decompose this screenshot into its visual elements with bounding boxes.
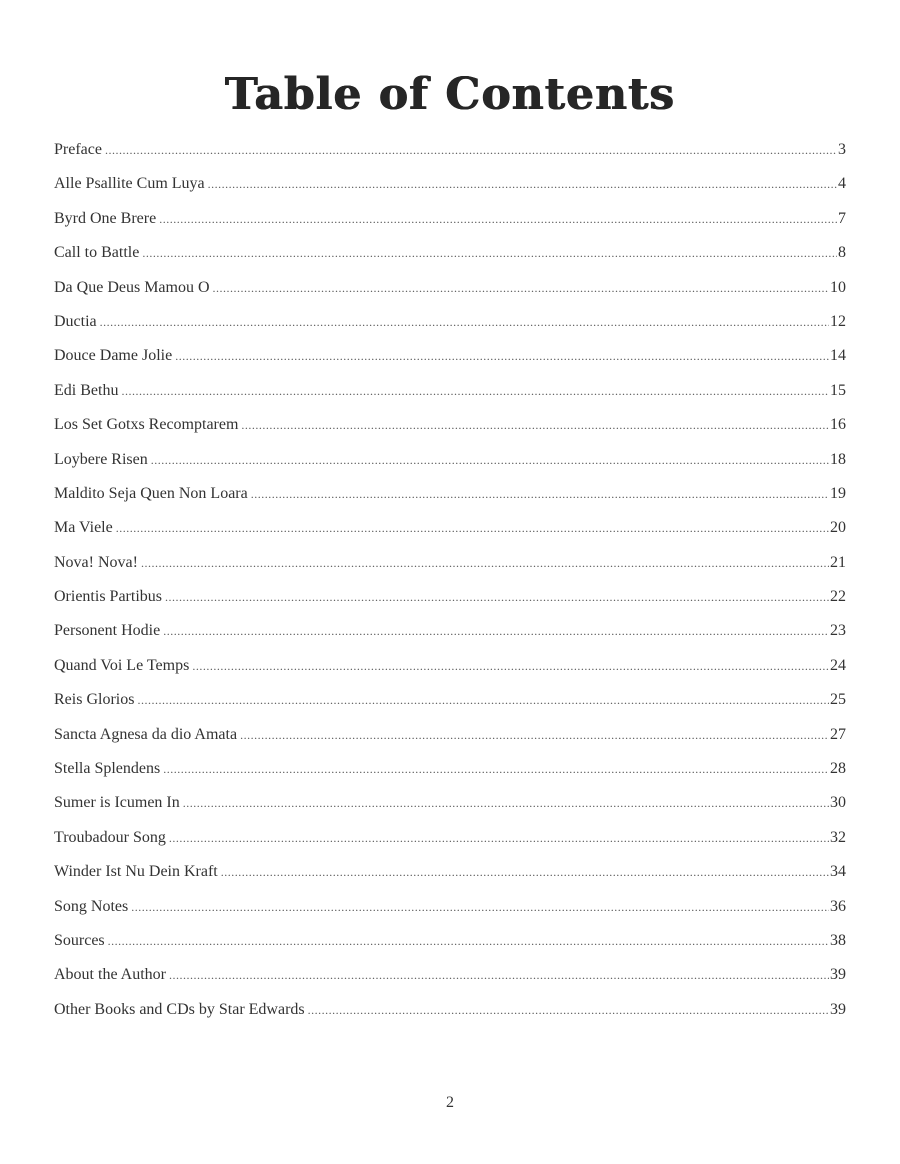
toc-leader-dots [116,516,829,540]
toc-entry-page: 28 [830,760,846,778]
toc-entry [54,276,846,310]
toc-leader-dots [192,654,829,678]
toc-leader-dots [163,757,829,781]
toc-entry-title: Other Books and CDs by Star Edwards [54,1000,305,1018]
toc-entry-page: 8 [838,244,846,262]
toc-entry-page: 16 [830,416,846,434]
toc-entry-title: Byrd One Brere [54,209,157,227]
toc-leader-dots [213,276,829,300]
toc-entry [54,379,846,413]
toc-entry-title: Da Que Deus Mamou O [54,278,210,296]
toc-leader-dots [208,172,837,196]
toc-leader-dots [142,241,837,265]
toc-entry [54,791,846,825]
toc-leader-dots [165,585,829,609]
toc-leader-dots [137,688,829,712]
toc-entry-page: 3 [838,141,846,158]
toc-leader-dots [240,723,829,747]
toc-entry-title: Call to Battle [54,244,140,262]
toc-leader-dots [251,482,829,506]
toc-leader-dots [221,860,829,884]
toc-entry-title: Nova! Nova! [54,553,138,571]
toc-leader-dots [308,998,829,1022]
toc-entry-page: 7 [838,209,846,227]
toc-entry [54,826,846,860]
toc-entry-page: 34 [830,863,846,881]
toc-entry [54,585,846,619]
toc-leader-dots [151,448,829,472]
toc-entry-title: Personent Hodie [54,622,161,640]
toc-entry [54,963,846,997]
toc-entry-page: 12 [830,312,846,330]
toc-entry [54,516,846,550]
table-of-contents [54,138,846,1032]
toc-entry-title: Douce Dame Jolie [54,347,173,365]
toc-entry-title: Orientis Partibus [54,588,162,606]
toc-entry [54,688,846,722]
toc-entry-page: 39 [830,1000,846,1018]
toc-entry [54,448,846,482]
toc-entry-title: Reis Glorios [54,691,135,709]
toc-entry-title: Winder Ist Nu Dein Kraft [54,863,218,881]
toc-entry-title: Stella Splendens [54,760,161,778]
toc-entry-title: Quand Voi Le Temps [54,656,190,674]
toc-entry-page: 38 [830,931,846,949]
toc-entry-page: 24 [830,656,846,674]
toc-leader-dots [241,413,829,437]
toc-entry-page: 39 [830,966,846,984]
toc-entry [54,138,846,172]
toc-entry-title: Preface [54,141,102,158]
toc-entry-page: 20 [830,519,846,537]
toc-entry-page: 23 [830,622,846,640]
toc-leader-dots [159,207,837,231]
toc-entry [54,619,846,653]
toc-entry [54,207,846,241]
toc-entry-title: Alle Psallite Cum Luya [54,175,205,193]
toc-entry [54,895,846,929]
toc-entry-title: Song Notes [54,897,129,915]
toc-entry [54,310,846,344]
toc-leader-dots [175,344,829,368]
toc-entry-title: Ductia [54,312,97,330]
toc-leader-dots [169,826,829,850]
toc-entry-page: 15 [830,381,846,399]
toc-entry-title: Los Set Gotxs Recomptarem [54,416,239,434]
toc-entry [54,929,846,963]
toc-leader-dots [131,895,829,919]
toc-leader-dots [163,619,829,643]
toc-entry-title: Ma Viele [54,519,113,537]
toc-entry [54,344,846,378]
toc-entry [54,723,846,757]
toc-entry-title: Maldito Seja Quen Non Loara [54,484,248,502]
toc-entry-title: Sancta Agnesa da dio Amata [54,725,238,743]
toc-entry-page: 36 [830,897,846,915]
toc-entry-title: Loybere Risen [54,450,148,468]
toc-entry-title: Sources [54,931,105,949]
toc-leader-dots [183,791,829,815]
toc-entry-page: 30 [830,794,846,812]
toc-entry-page: 22 [830,588,846,606]
toc-entry-title: About the Author [54,966,166,984]
toc-entry-page: 25 [830,691,846,709]
toc-entry-page: 21 [830,553,846,571]
toc-entry-title: Troubadour Song [54,828,166,846]
toc-entry-page: 18 [830,450,846,468]
toc-leader-dots [121,379,829,403]
toc-entry-page: 4 [838,175,846,193]
toc-entry [54,172,846,206]
toc-entry [54,482,846,516]
toc-leader-dots [105,138,837,162]
toc-entry [54,654,846,688]
toc-leader-dots [141,551,829,575]
toc-leader-dots [100,310,829,334]
toc-entry-page: 10 [830,278,846,296]
toc-leader-dots [108,929,829,953]
toc-entry-page: 32 [830,828,846,846]
toc-leader-dots [169,963,829,987]
page-number: 2 [446,1094,454,1111]
toc-entry [54,413,846,447]
toc-entry-title: Edi Bethu [54,381,119,399]
toc-entry [54,998,846,1032]
toc-entry [54,551,846,585]
toc-entry [54,757,846,791]
toc-entry-page: 14 [830,347,846,365]
toc-entry-title: Sumer is Icumen In [54,794,180,812]
toc-entry-page: 27 [830,725,846,743]
toc-entry-page: 19 [830,484,846,502]
toc-entry [54,241,846,275]
toc-entry [54,860,846,894]
page-title: Table of Contents [224,69,676,121]
